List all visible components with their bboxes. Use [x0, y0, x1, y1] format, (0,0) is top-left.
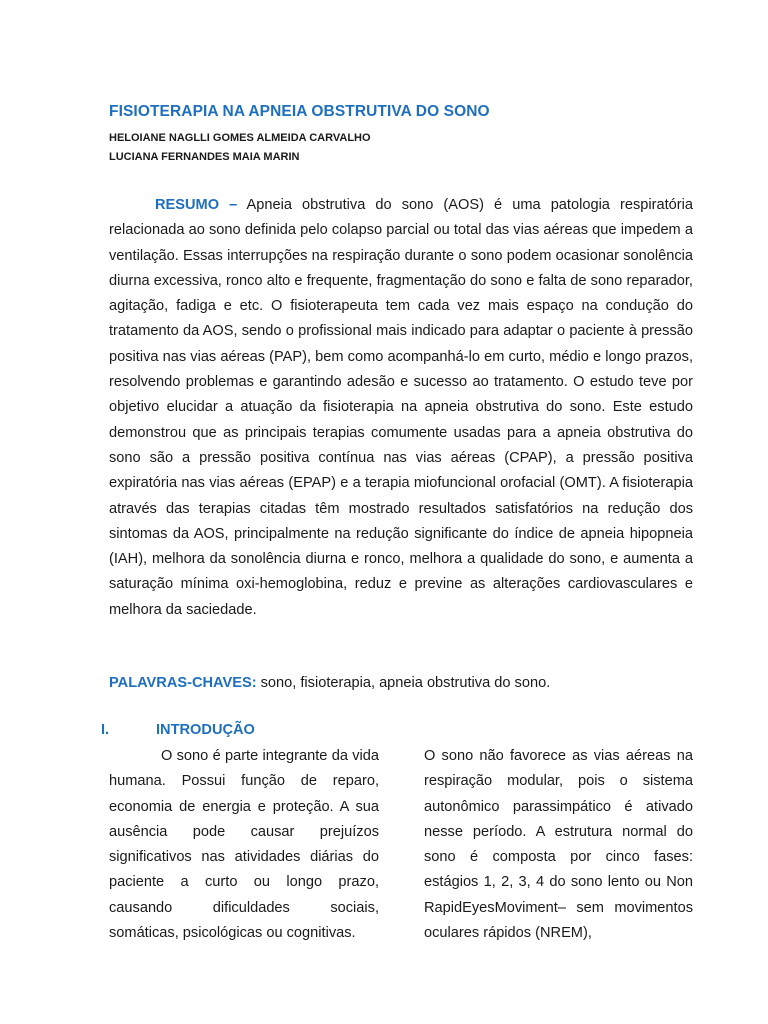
author-name: LUCIANA FERNANDES MAIA MARIN — [109, 151, 300, 163]
left-column-body: O sono é parte integrante da vida humana. Possui função de reparo, economia de energia e proteção. A sua ausência pode causar prejuízos significativos nas atividades diárias do paciente a curto ou longo prazo, causando dificuldades sociais, somáticas, psicológicas ou cognitivas. — [109, 748, 379, 942]
right-column-text: O sono não favorece as vias aéreas na respiração modular, pois o sistema autonômico parassimpático é ativado nesse período. A estrutura normal do sono é composta por cinco fases: estágios 1, 2, 3, 4 do sono lento ou Non RapidEyesMoviment– sem movimentos oculares rápidos (NREM), — [424, 748, 693, 942]
keywords-label: PALAVRAS-CHAVES: — [109, 675, 257, 691]
abstract-text: Apneia obstrutiva do sono (AOS) é uma patologia respiratória relacionada ao sono definida pelo colapso parcial ou total das vias aéreas que impedem a ventilação. Essas interrupções na respiração durante o sono podem ocasionar sonolência diurna excessiva, ronco alto e frequente, fragmentação do sono e falta de sono reparador, agitação, fadiga e etc. O fisioterapeuta tem cada vez mais espaço na condução do tratamento da AOS, sendo o profissional mais indicado para adaptar o paciente à pressão positiva nas vias aéreas (PAP), bem como acompanhá-lo em curto, médio e longo prazos, resolvendo problemas e garantindo adesão e sucesso ao tratamento. O estudo teve por objetivo elucidar a atuação da fisioterapia na apneia obstrutiva do sono. Este estudo demonstrou que as principais terapias comumente usadas para a apneia obstrutiva do sono são a pressão positiva contínua nas vias aéreas (CPAP), a pressão positiva expiratória nas vias aéreas (EPAP) e a terapia miofuncional orofacial (OMT). A fisioterapia através das terapias citadas têm mostrado resultados satisfatórios na redução dos sintomas da AOS, principalmente na redução significante do índice de apneia hipopneia (IAH), melhora da sonolência diurna e ronco, melhora a qualidade do sono, e aumenta a saturação mínima oxi-hemoglobina, reduz e previne as alterações cardiovasculares e melhora da saciedade. — [109, 197, 694, 618]
abstract-label: RESUMO – — [155, 197, 238, 213]
left-column-text — [109, 744, 379, 946]
keywords-text: sono, fisioterapia, apneia obstrutiva do sono. — [260, 675, 551, 691]
document-title: FISIOTERAPIA NA APNEIA OBSTRUTIVA DO SONO — [109, 103, 490, 120]
keywords — [109, 672, 693, 694]
section-heading — [101, 722, 255, 738]
author-name: HELOIANE NAGLLI GOMES ALMEIDA CARVALHO — [109, 132, 371, 144]
section-title: INTRODUÇÃO — [156, 722, 255, 738]
section-number: I. — [101, 722, 110, 738]
abstract — [109, 193, 693, 623]
